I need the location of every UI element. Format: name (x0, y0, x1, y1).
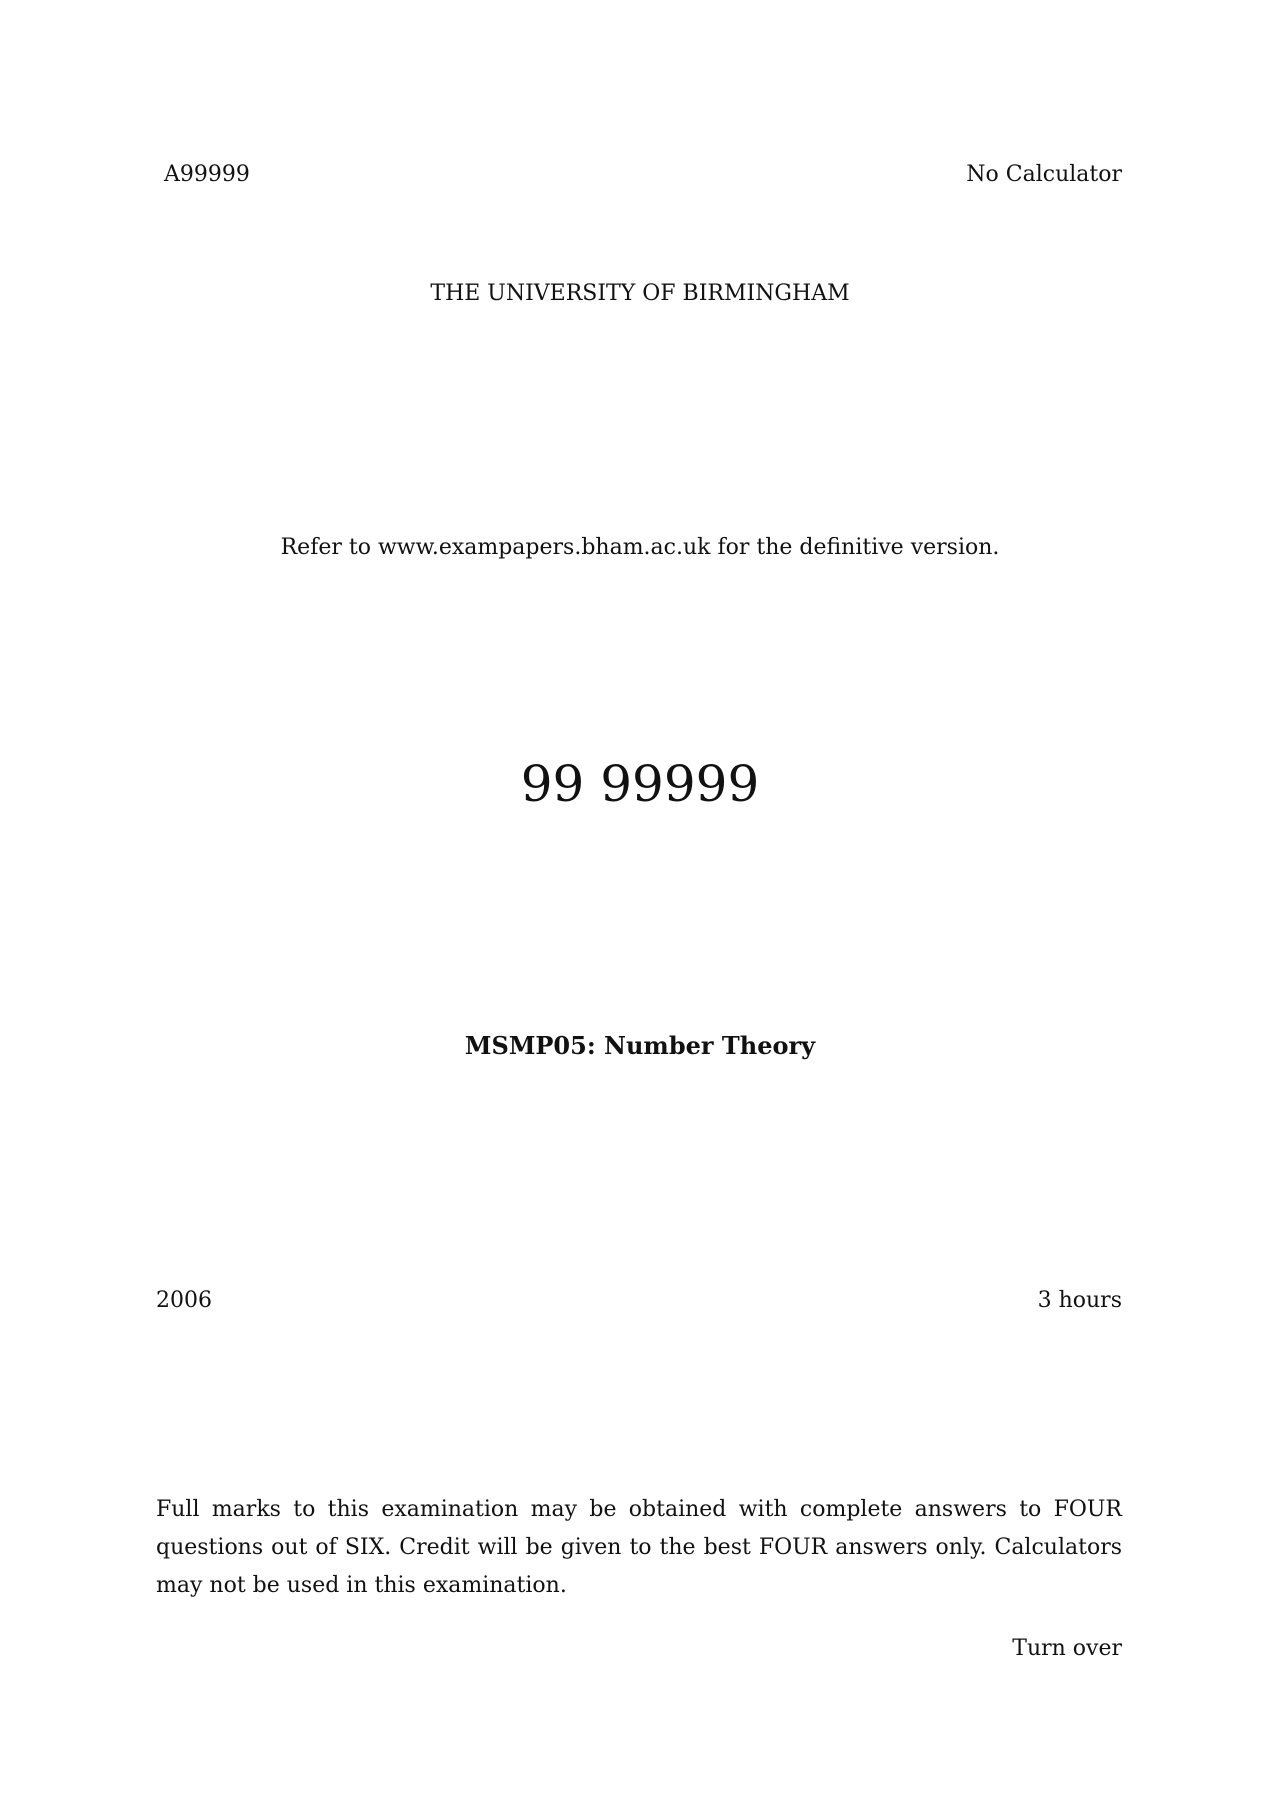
university-name: THE UNIVERSITY OF BIRMINGHAM (430, 281, 850, 306)
refer-note: Refer to www.exampapers.bham.ac.uk for the definitive version. (280, 535, 1000, 560)
exam-year: 2006 (156, 1288, 212, 1313)
exam-duration: 3 hours (1037, 1288, 1122, 1313)
course-title: MSMP05: Number Theory (464, 1031, 816, 1060)
paper-number: 99 99999 (520, 755, 760, 813)
calculator-note: No Calculator (966, 162, 1122, 187)
turn-over-note: Turn over (1012, 1636, 1122, 1661)
exam-instructions: Full marks to this examination may be obtained with complete answers to FOUR questions out of SIX. Credit will be given to the best FOUR answers only. Calculators may not be used in this examination. (156, 1497, 1122, 1598)
exam-code: A99999 (164, 162, 250, 187)
